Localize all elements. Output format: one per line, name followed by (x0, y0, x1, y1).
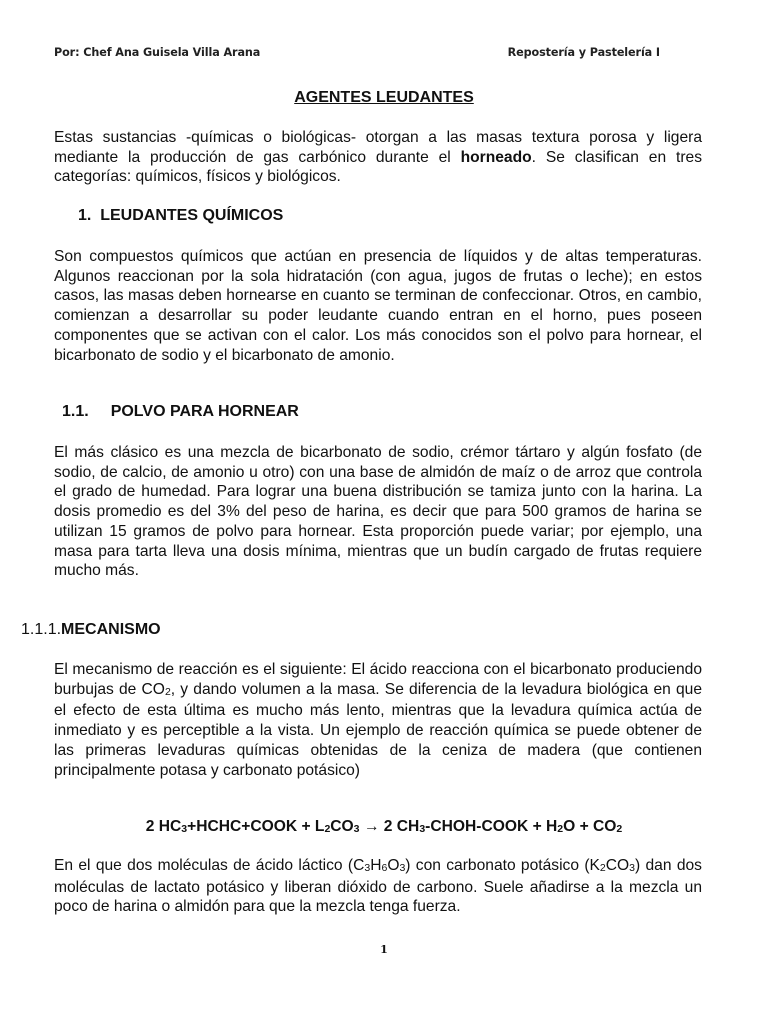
intro-paragraph: Estas sustancias -químicas o biológicas- otorgan a las masas textura porosa y ligera mediante la producción de gas carbónico durante el horneado. Se clasifican en tres categorías: químicos, físicos y biológicos. (54, 129, 702, 186)
section-1-1-1-heading: 1.1.1.MECANISMO (21, 621, 161, 638)
intro-bold-word: horneado (460, 148, 532, 166)
section-1-1-heading: 1.1. POLVO PARA HORNEAR (62, 403, 299, 420)
final-paragraph: En el que dos moléculas de ácido láctico $(C_3H_6O_3)$ con carbonato potásico $(K_2CO_3)$ dan dos moléculas de lactato potásico y liberan dióxido de carbono. Suele añadirse a la mezcla un poco de harina o almidón para que la mezcla tenga fuerza. (54, 857, 702, 916)
section-1-paragraph: Son compuestos químicos que actúan en presencia de líquidos y de altas temperaturas. Algunos reaccionan por la sola hidratación (con agua, jugos de frutas o leche); en estos casos, las masas deben hornearse en cuanto se terminan de confeccionar. Otros, en cambio, comienzan a desarrollar su poder leudante cuando entran en el horno, pues poseen componentes que se activan con el calor. Los más conocidos son el polvo para hornear, el bicarbonato de sodio y el bicarbonato de amonio. (54, 248, 702, 364)
section-1-1-1-paragraph: El mecanismo de reacción es el siguiente: El ácido reacciona con el bicarbonato produciendo burbujas de $CO_2$, y dando volumen a la masa. Se diferencia de la levadura biológica en que el efecto de esta última es mucho más lento, mientras que la levadura química actúa de inmediato y es perceptible a la vista. Un ejemplo de reacción química se puede obtener de las primeras levaduras químicas obtenidas de la ceniza de madera (que contienen principalmente potasa y carbonato potásico) (54, 661, 703, 779)
section-1-1-paragraph: El más clásico es una mezcla de bicarbonato de sodio, crémor tártaro y algún fosfato (de sodio, de calcio, de amonio u otro) con una base de almidón de maíz o de arroz que controla el grado de humedad. Para lograr una buena distribución se tamiza junto con la harina. La dosis promedio es del 3% del peso de harina, es decir que para 500 gramos de harina se utilizan 15 gramos de polvo para hornear. Esta proporción puede variar; por ejemplo, una masa para tarta lleva una dosis mínima, mientras que un budín cargado de frutas requiere mucho más. (54, 444, 702, 580)
page-number: 1 (380, 943, 388, 956)
header-author: Por: Chef Ana Guisela Villa Arana (54, 46, 261, 59)
header-course: Repostería y Pastelería I (507, 46, 660, 59)
page-title: AGENTES LEUDANTES (294, 89, 474, 106)
chemical-equation: 2 $HC_3+HCHC+COOK + L_2CO_3 \to 2$ $CH_3-CHOH$-COOK + $H_2O + CO_2$ (145, 818, 623, 835)
section-1-heading: 1. LEUDANTES QUÍMICOS (78, 207, 284, 224)
